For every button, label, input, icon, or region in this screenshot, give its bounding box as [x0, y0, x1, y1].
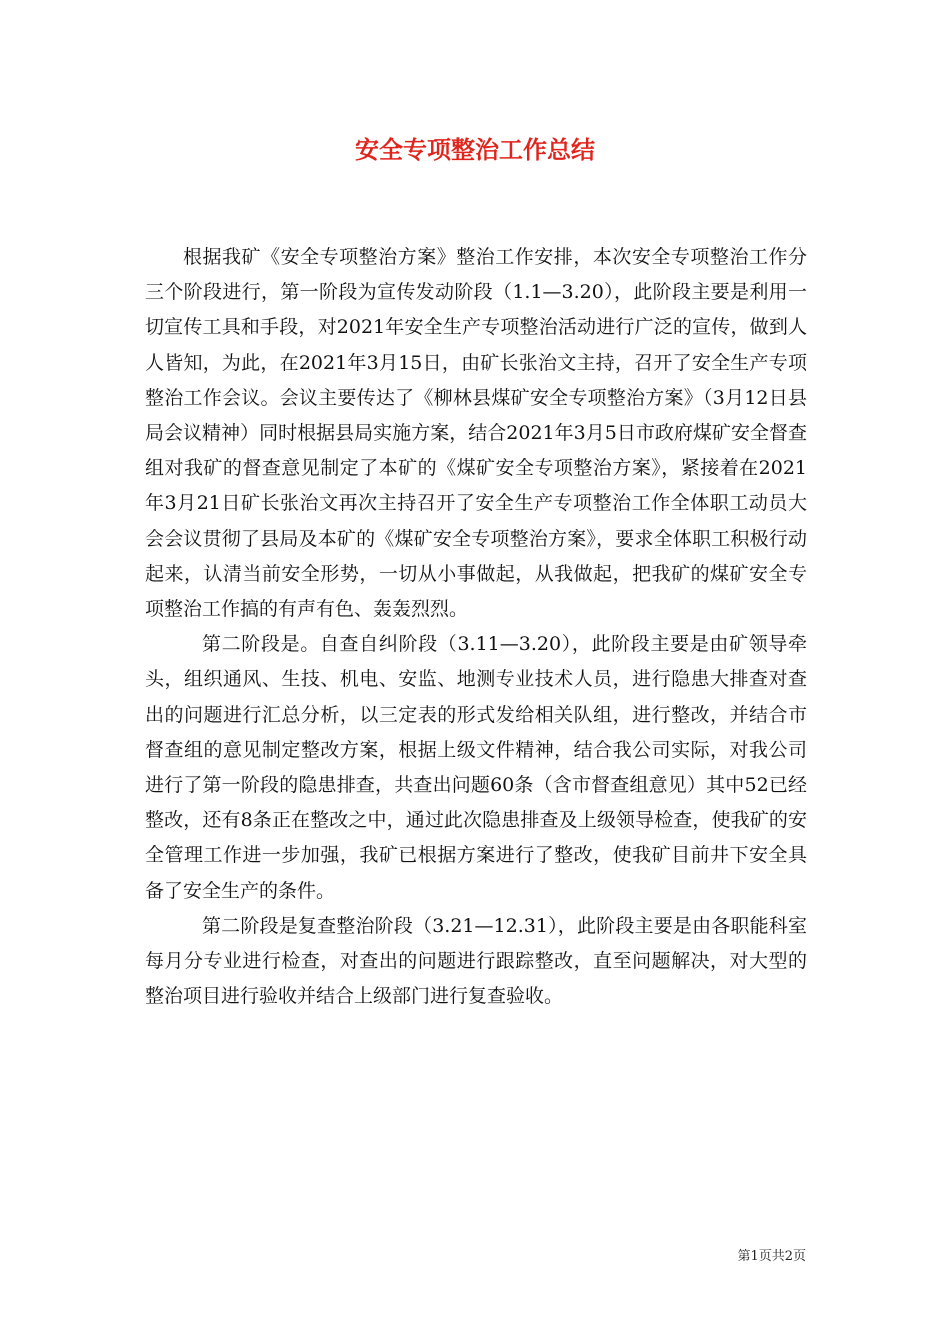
document-body — [145, 240, 807, 1014]
body-paragraph-1: 根据我矿《安全专项整治方案》整治工作安排，本次安全专项整治工作分三个阶段进行，第一阶段为宣传发动阶段（1.1—3.20），此阶段主要是利用一切宣传工具和手段，对2021年安全生产专项整治活动进行广泛的宣传，做到人人皆知，为此，在2021年3月15日，由矿长张治文主持，召开了安全生产专项整治工作会议。会议主要传达了《柳林县煤矿安全专项整治方案》（3月12日县局会议精神）同时根据县局实施方案，结合2021年3月5日市政府煤矿安全督查组对我矿的督查意见制定了本矿的《煤矿安全专项整治方案》，紧接着在2021年3月21日矿长张治文再次主持召开了安全生产专项整治工作全体职工动员大会会议贯彻了县局及本矿的《煤矿安全专项整治方案》，要求全体职工积极行动起来，认清当前安全形势，一切从小事做起，从我做起，把我矿的煤矿安全专项整治工作搞的有声有色、轰轰烈烈。 — [145, 246, 807, 621]
body-paragraph-3: 第二阶段是复查整治阶段（3.21—12.31），此阶段主要是由各职能科室每月分专业进行检查，对查出的问题进行跟踪整改，直至问题解决，对大型的整治项目进行验收并结合上级部门进行复查验收。 — [145, 914, 807, 1008]
body-paragraph-2: 第二阶段是。自查自纠阶段（3.11—3.20），此阶段主要是由矿领导牵头，组织通风、生技、机电、安监、地测专业技术人员，进行隐患大排查对查出的问题进行汇总分析，以三定表的形式发给相关队组，进行整改，并结合市督查组的意见制定整改方案，根据上级文件精神，结合我公司实际，对我公司进行了第一阶段的隐患排查，共查出问题60条（含市督查组意见）其中52已经整改，还有8条正在整改之中，通过此次隐患排查及上级领导检查，使我矿的安全管理工作进一步加强，我矿已根据方案进行了整改，使我矿目前井下安全具备了安全生产的条件。 — [145, 633, 807, 902]
page-number: 第1页共2页 — [737, 1249, 806, 1264]
document-title: 安全专项整治工作总结 — [355, 136, 595, 164]
